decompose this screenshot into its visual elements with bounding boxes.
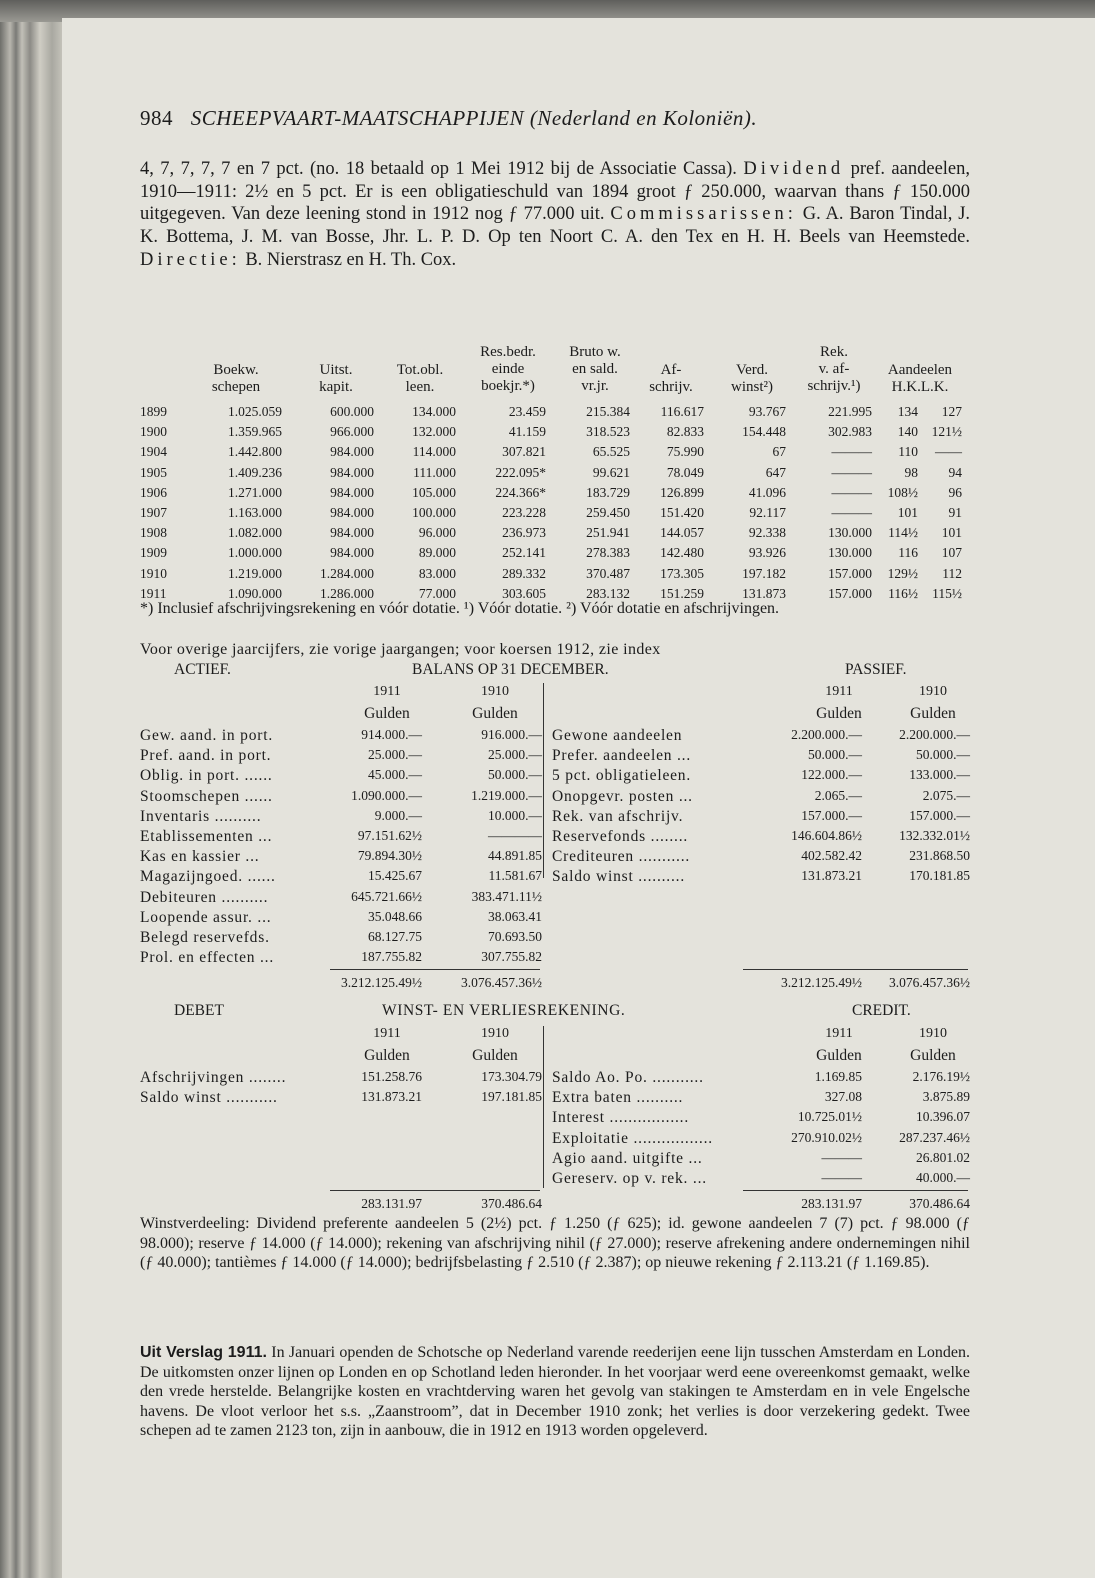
- total-rule: [330, 1190, 540, 1191]
- stat-cell: 130.000: [828, 525, 872, 541]
- credit-item-value-1911: 10.725.01½: [797, 1109, 862, 1125]
- header-line: einde: [491, 361, 525, 377]
- year-1910: 1910: [481, 1026, 509, 1041]
- stat-cell: 91: [948, 505, 962, 520]
- stat-cell: 151.420: [660, 505, 704, 520]
- total-rule: [330, 969, 540, 970]
- debet-item-value-1911: 151.258.76: [361, 1069, 422, 1084]
- stat-cell: 215.384: [586, 404, 630, 419]
- stat-cell: 116.617: [660, 404, 704, 419]
- year-cell: 1911: [140, 585, 167, 601]
- header-line: schrijv.¹): [807, 378, 861, 394]
- year-cell: 1900: [140, 424, 167, 440]
- stat-cell: 236.973: [502, 525, 546, 541]
- stat-cell: 1.286.000: [320, 585, 374, 601]
- page-number: 984: [140, 106, 173, 130]
- header-line: winst²): [731, 379, 773, 395]
- stat-cell: 127: [941, 404, 962, 419]
- stat-cell: 41.096: [748, 484, 786, 500]
- verslag-paragraph: [140, 1343, 970, 1441]
- stat-cell: 130.000: [828, 545, 872, 561]
- credit-item-value-1910: 3.875.89: [922, 1089, 970, 1105]
- stat-cell: 1.409.236: [228, 464, 282, 480]
- passief-item-value-1910: 133.000.—: [909, 767, 970, 783]
- year-cell: 1906: [140, 484, 167, 500]
- stat-cell: 154.448: [742, 424, 786, 440]
- directie-label: Directie:: [140, 249, 241, 270]
- stat-cell: 100.000: [412, 505, 456, 520]
- stat-cell: 132.000: [412, 424, 456, 440]
- stat-cell: 157.000: [828, 585, 872, 601]
- credit-item-value-1910: 40.000.—: [916, 1170, 970, 1185]
- stat-cell: 289.332: [502, 565, 546, 581]
- credit-item-label: Exploitatie .................: [552, 1129, 713, 1147]
- header-line: v. af-: [818, 361, 850, 377]
- stat-cell: 1.082.000: [228, 525, 282, 541]
- book-page: [62, 18, 1095, 1578]
- stat-cell: 647: [765, 464, 786, 480]
- credit-item-label: Interest .................: [552, 1109, 690, 1127]
- winst-verlies-title: WINST- EN VERLIESREKENING.: [382, 1002, 626, 1019]
- passief-item-value-1911: 2.065.—: [814, 787, 862, 803]
- statistics-footnote: *) Inclusief afschrijvingsrekening en vóór dotatie. ¹) Vóór dotatie. ²) Vóór dotatie en afschrijvingen.: [140, 600, 780, 617]
- stat-cell: 140: [897, 424, 918, 440]
- stat-cell: 98: [904, 464, 918, 480]
- header-line: Boekw.: [213, 362, 259, 378]
- col-header-resbedr: [464, 344, 552, 395]
- header-line: Af-: [660, 362, 682, 378]
- actief-item-value-1910: ————: [488, 828, 542, 843]
- passief-title: PASSIEF.: [845, 661, 907, 678]
- header-line: kapit.: [319, 379, 353, 395]
- actief-item-label: Debiteuren ..........: [140, 888, 269, 906]
- year-1911: 1911: [373, 684, 401, 699]
- unit-gulden: Gulden: [472, 705, 518, 722]
- stat-cell: 252.141: [502, 545, 546, 561]
- passief-item-value-1911: 122.000.—: [801, 767, 862, 783]
- stat-cell: 222.095*: [495, 464, 546, 480]
- credit-item-value-1910: 10.396.07: [916, 1109, 970, 1125]
- passief-item-value-1910: 157.000.—: [909, 807, 970, 823]
- col-header-bruto: [556, 344, 634, 395]
- passief-item-value-1911: 2.200.000.—: [791, 727, 862, 742]
- passief-item-value-1910: 2.200.000.—: [899, 727, 970, 742]
- credit-total-1910: 370.486.64: [909, 1196, 970, 1211]
- stat-cell: 259.450: [586, 505, 630, 520]
- passief-item-label: Rek. van afschrijv.: [552, 807, 684, 825]
- header-line: Rek.: [820, 344, 848, 360]
- header-line: boekjr.*): [481, 378, 535, 394]
- actief-item-value-1911: 9.000.—: [374, 807, 422, 823]
- col-header-uitst: [298, 362, 374, 396]
- actief-total-1911: 3.212.125.49½: [341, 975, 422, 990]
- stat-cell: 78.049: [666, 464, 704, 480]
- stat-cell: 96.000: [418, 525, 456, 541]
- stat-cell: 1.090.000: [228, 585, 282, 601]
- stat-cell: 126.899: [660, 484, 704, 500]
- stat-cell: 221.995: [828, 404, 872, 419]
- stat-cell: 144.057: [660, 525, 704, 541]
- year-cell: 1909: [140, 545, 167, 561]
- year-cell: 1908: [140, 525, 167, 541]
- stat-cell: 115½: [932, 585, 962, 601]
- year-1911: 1911: [825, 1026, 853, 1041]
- credit-item-value-1911: ———: [821, 1149, 862, 1165]
- stat-cell: 1.442.800: [228, 444, 282, 460]
- header-line: Uitst.: [319, 362, 353, 378]
- stat-cell: 111.000: [413, 464, 456, 480]
- unit-gulden: Gulden: [816, 1047, 862, 1064]
- stat-cell: ———: [831, 444, 872, 460]
- stat-cell: 134: [897, 404, 918, 419]
- unit-gulden: Gulden: [472, 1047, 518, 1064]
- stat-cell: ———: [831, 464, 872, 480]
- stat-cell: 65.525: [592, 444, 630, 460]
- actief-item-label: Loopende assur. ...: [140, 908, 272, 926]
- passief-item-value-1911: 157.000.—: [801, 807, 862, 823]
- stat-cell: 134.000: [412, 404, 456, 419]
- year-1910: 1910: [919, 1026, 947, 1041]
- stat-cell: 105.000: [412, 484, 456, 500]
- actief-item-label: Stoomschepen ......: [140, 787, 273, 805]
- stat-cell: 77.000: [418, 585, 456, 601]
- passief-total-1910: 3.076.457.36½: [889, 975, 970, 990]
- credit-item-value-1910: 2.176.19½: [912, 1069, 970, 1084]
- header-line: vr.jr.: [581, 378, 609, 394]
- stat-cell: 157.000: [828, 565, 872, 581]
- actief-item-label: Gew. aand. in port.: [140, 727, 273, 744]
- actief-item-value-1911: 15.425.67: [368, 868, 422, 884]
- passief-item-label: Saldo winst ..........: [552, 868, 685, 886]
- year-cell: 1899: [140, 404, 167, 419]
- credit-item-label: Gereserv. op v. rek. ...: [552, 1170, 707, 1187]
- actief-item-value-1911: 1.090.000.—: [351, 787, 422, 803]
- col-header-afschr: [636, 362, 706, 396]
- actief-item-label: Oblig. in port. ......: [140, 767, 273, 785]
- year-1911: 1911: [373, 1026, 401, 1041]
- passief-item-value-1911: 402.582.42: [801, 848, 862, 864]
- actief-item-value-1910: 50.000.—: [488, 767, 542, 783]
- year-1910: 1910: [919, 684, 947, 699]
- actief-item-value-1910: 25.000.—: [488, 747, 542, 763]
- stat-cell: 83.000: [418, 565, 456, 581]
- stat-cell: 75.990: [666, 444, 704, 460]
- passief-item-label: Onopgevr. posten ...: [552, 787, 693, 805]
- unit-gulden: Gulden: [910, 1047, 956, 1064]
- stat-cell: 984.000: [330, 545, 374, 561]
- stat-cell: 966.000: [330, 424, 374, 440]
- passief-item-value-1910: 50.000.—: [916, 747, 970, 763]
- credit-item-value-1911: ———: [821, 1170, 862, 1185]
- stat-cell: 600.000: [330, 404, 374, 419]
- col-header-boekw: [186, 362, 286, 396]
- header-line: H.K.L.K.: [891, 379, 949, 395]
- actief-item-value-1911: 25.000.—: [368, 747, 422, 763]
- stat-cell: 278.383: [586, 545, 630, 561]
- actief-item-value-1910: 307.755.82: [481, 949, 542, 965]
- dividend-label: Dividend: [743, 159, 845, 179]
- actief-item-value-1911: 914.000.—: [361, 727, 422, 742]
- year-cell: 1905: [140, 464, 167, 480]
- passief-item-value-1910: 132.332.01½: [899, 828, 970, 843]
- balans-title: BALANS OP 31 DECEMBER.: [412, 661, 609, 678]
- stat-cell: 302.983: [828, 424, 872, 440]
- intro-text-4: B. Nierstrasz en H. Th. Cox.: [245, 249, 457, 270]
- stat-cell: 23.459: [508, 404, 546, 419]
- credit-item-label: Saldo Ao. Po. ...........: [552, 1069, 704, 1086]
- stat-cell: 67: [772, 444, 786, 460]
- stat-cell: 121½: [931, 424, 962, 440]
- passief-total-1911: 3.212.125.49½: [781, 975, 862, 990]
- stat-cell: 984.000: [330, 464, 374, 480]
- passief-item-value-1911: 50.000.—: [808, 747, 862, 763]
- stat-cell: 99.621: [592, 464, 630, 480]
- actief-item-label: Magazijngoed. ......: [140, 868, 276, 886]
- col-header-aandeelen: [872, 362, 968, 396]
- passief-item-value-1911: 131.873.21: [801, 868, 862, 884]
- credit-item-value-1911: 327.08: [824, 1089, 862, 1105]
- credit-item-label: Agio aand. uitgifte ...: [552, 1149, 703, 1167]
- debet-item-label: Afschrijvingen ........: [140, 1069, 287, 1086]
- winstverdeeling-paragraph: Winstverdeeling: Dividend preferente aandeelen 5 (2½) pct. ƒ 1.250 (ƒ 625); id. gewone aandeelen 7 (7) pct. ƒ 98.000 (ƒ 98.000); reserve ƒ 14.000 (ƒ 14.000); rekening van afschrijving nihil (ƒ 27.000); reserve afrekening andere ondernemingen nihil (ƒ 40.000); tantièmes ƒ 14.000 (ƒ 14.000); bedrijfsbelasting ƒ 2.510 (ƒ 2.387); op nieuwe rekening ƒ 2.113.21 (ƒ 1.169.85).: [140, 1215, 970, 1271]
- debet-item-label: Saldo winst ...........: [140, 1089, 278, 1107]
- stat-cell: 107: [941, 545, 962, 561]
- actief-item-label: Prol. en effecten ...: [140, 949, 275, 967]
- debet-title: DEBET: [174, 1002, 224, 1019]
- stat-cell: 96: [948, 484, 962, 500]
- intro-text-2: pref. aandeelen, 1910—1911: 2½ en 5 pct. Er is een obligatieschuld van 1894 groot ƒ 250.000, waarvan thans ƒ 150.000 uitgegeven. Van deze leening stond in 1912 nog ƒ 77.000 uit.: [140, 159, 971, 225]
- year-cell: 1907: [140, 505, 167, 520]
- stat-cell: 223.228: [502, 505, 546, 520]
- col-header-rek: [792, 344, 876, 395]
- actief-item-value-1911: 68.127.75: [368, 929, 422, 944]
- stat-cell: 370.487: [586, 565, 630, 581]
- stat-cell: 114.000: [412, 444, 456, 460]
- unit-gulden: Gulden: [816, 705, 862, 722]
- commissarissen-label: Commissarissen:: [610, 204, 797, 225]
- actief-item-label: Inventaris ..........: [140, 807, 262, 825]
- passief-item-value-1910: 231.868.50: [909, 848, 970, 864]
- stat-cell: 82.833: [666, 424, 704, 440]
- stat-cell: 1.163.000: [228, 505, 282, 520]
- stat-cell: 101: [941, 525, 962, 541]
- debet-total-1911: 283.131.97: [361, 1196, 422, 1211]
- passief-item-label: Reservefonds ........: [552, 828, 689, 845]
- stat-cell: 116½: [888, 585, 918, 601]
- stat-cell: 151.259: [660, 585, 704, 601]
- company-intro-paragraph: [140, 158, 970, 272]
- stat-cell: 183.729: [586, 484, 630, 500]
- header-line: Bruto w.: [569, 344, 621, 360]
- stat-cell: 1.219.000: [228, 565, 282, 581]
- stat-cell: 110: [898, 444, 918, 460]
- actief-total-1910: 3.076.457.36½: [461, 975, 542, 990]
- credit-item-value-1911: 270.910.02½: [791, 1129, 862, 1145]
- credit-item-value-1911: 1.169.85: [814, 1069, 862, 1084]
- stat-cell: 41.159: [508, 424, 546, 440]
- header-line: Res.bedr.: [480, 344, 536, 360]
- stat-cell: 89.000: [418, 545, 456, 561]
- actief-item-value-1911: 35.048.66: [368, 908, 422, 924]
- stat-cell: 114½: [888, 525, 918, 541]
- stat-cell: 131.873: [742, 585, 786, 601]
- stat-cell: 1.359.965: [228, 424, 282, 440]
- actief-item-value-1911: 645.721.66½: [351, 888, 422, 904]
- passief-item-value-1910: 170.181.85: [909, 868, 970, 884]
- stat-cell: 251.941: [586, 525, 630, 541]
- stat-cell: 101: [897, 505, 918, 520]
- overige-jaarcijfers-note: Voor overige jaarcijfers, zie vorige jaargangen; voor koersen 1912, zie index: [140, 641, 661, 658]
- stat-cell: 129½: [887, 565, 918, 581]
- actief-item-label: Etablissementen ...: [140, 828, 273, 845]
- intro-text-1: 4, 7, 7, 7, 7 en 7 pct. (no. 18 betaald op 1 Mei 1912 bij de Associatie Cassa).: [140, 159, 737, 179]
- debet-item-value-1910: 197.181.85: [481, 1089, 542, 1105]
- passief-item-label: Crediteuren ...........: [552, 848, 691, 866]
- stat-cell: 93.767: [748, 404, 786, 419]
- book-page-edges: [0, 0, 70, 1578]
- stat-cell: 142.480: [660, 545, 704, 561]
- actief-item-value-1910: 11.581.67: [488, 868, 542, 884]
- credit-item-value-1910: 26.801.02: [916, 1149, 970, 1165]
- stat-cell: 1.271.000: [228, 484, 282, 500]
- actief-title: ACTIEF.: [174, 661, 231, 678]
- col-header-verd: [714, 362, 790, 396]
- passief-item-label: Prefer. aandeelen ...: [552, 747, 692, 765]
- stat-cell: 318.523: [586, 424, 630, 440]
- debet-item-value-1910: 173.304.79: [481, 1069, 542, 1084]
- stat-cell: 1.025.059: [228, 404, 282, 419]
- total-rule: [743, 969, 968, 970]
- page-title: SCHEEPVAART-MAATSCHAPPIJEN (Nederland en Koloniën).: [190, 106, 758, 130]
- actief-item-value-1910: 44.891.85: [488, 848, 542, 864]
- intro-text-3: G. A. Baron Tindal, J. K. Bottema, J. M. van Bosse, Jhr. L. P. D. Op ten Noort C. A. den Tex en H. H. Beels van Heemstede.: [140, 204, 971, 248]
- debet-item-value-1911: 131.873.21: [361, 1089, 422, 1105]
- credit-item-label: Extra baten ..........: [552, 1089, 684, 1107]
- actief-item-value-1910: 10.000.—: [488, 807, 542, 823]
- year-cell: 1904: [140, 444, 167, 460]
- stat-cell: 224.366*: [495, 484, 546, 500]
- actief-item-value-1910: 38.063.41: [488, 908, 542, 924]
- stat-cell: 94: [948, 464, 962, 480]
- header-line: en sald.: [572, 361, 618, 377]
- page-header: [140, 106, 757, 131]
- stat-cell: 197.182: [742, 565, 786, 581]
- header-line: schrijv.: [649, 379, 693, 395]
- stat-cell: 283.132: [586, 585, 630, 601]
- header-line: Aandeelen: [887, 362, 953, 378]
- actief-item-value-1911: 187.755.82: [361, 949, 422, 965]
- stat-cell: 303.605: [502, 585, 546, 601]
- actief-item-value-1911: 45.000.—: [368, 767, 422, 783]
- col-header-totobl: [380, 362, 460, 396]
- stat-cell: 1.284.000: [320, 565, 374, 581]
- stat-cell: 92.117: [749, 505, 786, 520]
- actief-item-value-1911: 97.151.62½: [357, 828, 422, 843]
- balance-divider: [543, 683, 544, 878]
- stat-cell: ———: [831, 505, 872, 520]
- unit-gulden: Gulden: [364, 705, 410, 722]
- stat-cell: 116: [898, 545, 918, 561]
- passief-item-label: Gewone aandeelen: [552, 727, 683, 744]
- actief-item-label: Pref. aand. in port.: [140, 747, 272, 765]
- unit-gulden: Gulden: [910, 705, 956, 722]
- actief-item-label: Belegd reservefds.: [140, 929, 270, 946]
- credit-item-value-1910: 287.237.46½: [899, 1129, 970, 1145]
- unit-gulden: Gulden: [364, 1047, 410, 1064]
- year-1910: 1910: [481, 684, 509, 699]
- actief-item-value-1910: 916.000.—: [481, 727, 542, 742]
- credit-title: CREDIT.: [852, 1002, 911, 1019]
- stat-cell: 1.000.000: [228, 545, 282, 561]
- stat-cell: 92.338: [748, 525, 786, 541]
- actief-item-value-1910: 70.693.50: [488, 929, 542, 944]
- stat-cell: 307.821: [502, 444, 546, 460]
- actief-item-value-1910: 1.219.000.—: [471, 787, 542, 803]
- actief-item-value-1910: 383.471.11½: [471, 888, 542, 904]
- passief-item-label: 5 pct. obligatieleen.: [552, 767, 692, 785]
- debet-total-1910: 370.486.64: [481, 1196, 542, 1211]
- actief-item-value-1911: 79.894.30½: [357, 848, 422, 864]
- header-line: Verd.: [735, 362, 769, 378]
- stat-cell: 108½: [887, 484, 918, 500]
- verslag-heading: Uit Verslag 1911.: [140, 1344, 267, 1361]
- credit-total-1911: 283.131.97: [801, 1196, 862, 1211]
- passief-item-value-1911: 146.604.86½: [791, 828, 862, 843]
- pl-divider: [543, 1026, 544, 1188]
- stat-cell: ——: [935, 444, 962, 460]
- stat-cell: 984.000: [330, 444, 374, 460]
- header-line: leen.: [405, 379, 435, 395]
- header-line: Tot.obl.: [396, 362, 444, 378]
- year-1911: 1911: [825, 684, 853, 699]
- stat-cell: 93.926: [748, 545, 786, 561]
- stat-cell: 984.000: [330, 505, 374, 520]
- actief-item-label: Kas en kassier ...: [140, 848, 260, 866]
- year-cell: 1910: [140, 565, 167, 581]
- total-rule: [743, 1190, 968, 1191]
- stat-cell: 173.305: [660, 565, 704, 581]
- stat-cell: 984.000: [330, 525, 374, 541]
- verslag-text: In Januari openden de Schotsche op Nederland varende reederijen eene lijn tusschen Amsterdam en Londen. De uitkomsten onzer lijnen op Londen en op Schotland leden hieronder. In het voorjaar werd eene overeenkomst gemaakt, welke den vrede herstelde. Belangrijke kosten en vrachtderving waren het gevolg van stakingen te Amsterdam en in vele Engelsche havens. De vloot verloor het s.s. „Zaanstroom”, dat in December 1910 zonk; het verlies is door verzekering gedekt. Twee schepen ad te zamen 2123 ton, zijn in aanbouw, die in 1912 en 1913 worden opgeleverd.: [140, 1344, 971, 1439]
- stat-cell: ———: [831, 484, 872, 500]
- stat-cell: 112: [942, 565, 962, 581]
- passief-item-value-1910: 2.075.—: [922, 787, 970, 803]
- header-line: schepen: [211, 379, 261, 395]
- stat-cell: 984.000: [330, 484, 374, 500]
